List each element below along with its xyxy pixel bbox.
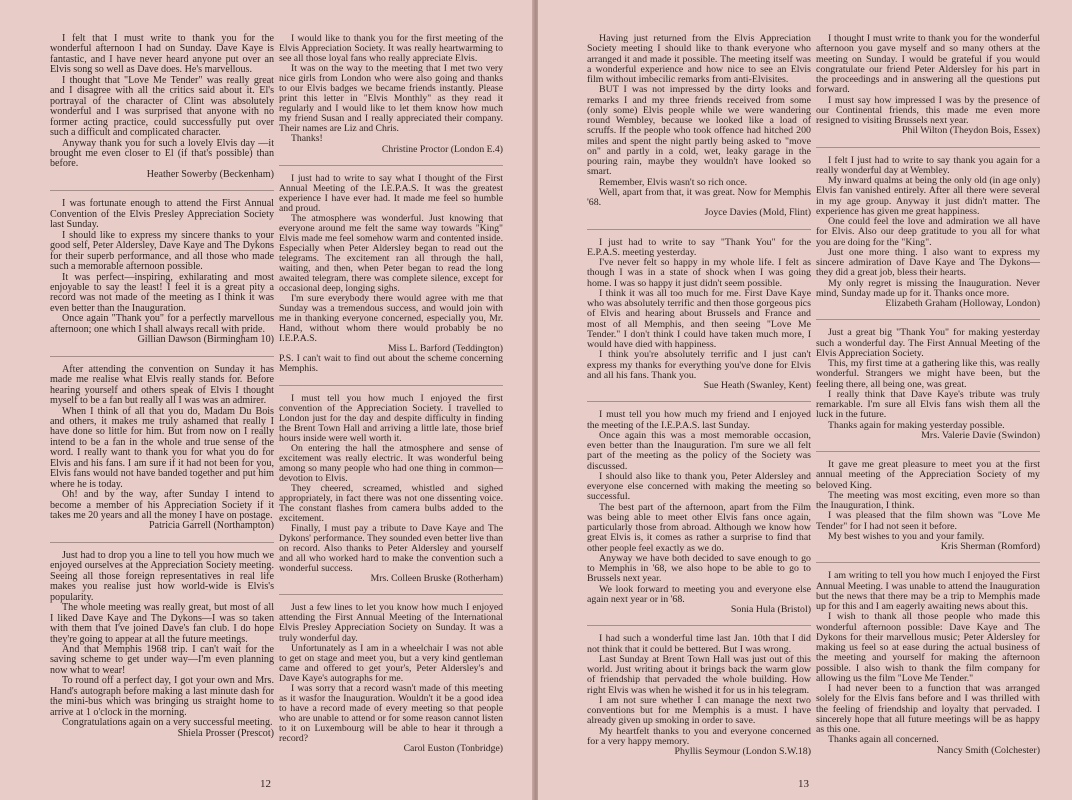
letter: [587, 34, 811, 219]
letter-paragraph: My only regret is missing the Inauguration. Never mind, Sunday made up for it. Thanks once more.: [816, 277, 1040, 299]
letter-divider: [50, 356, 274, 357]
letter-signature: Gillian Dawson (Birmingham 10): [137, 334, 274, 346]
letter-signature: Mrs. Colleen Bruske (Rotherham): [370, 573, 503, 585]
letter-paragraph: Oh! and by the way, after Sunday I intend to become a member of his Appreciation Society if it takes me 20 years and all the money I have on postage.: [50, 489, 274, 522]
letter-paragraph: I'm sure everybody there would agree with me that Sunday was a tremendous success, and would join with me in thanking everyone concerned, especially you, Mr. Hand, without whom there would probably be no I.E.P.A.S.: [279, 293, 503, 345]
letter-paragraph: To round off a perfect day, I got your own and Mrs. Hand's autograph before making a last minute dash for the mini-bus which was bringing us straight home to arrive at 1 o'clock in the morning.: [50, 675, 274, 718]
letter-paragraph: Once again this was a most memorable occasion, even better than the Inauguration. I'm sure we all felt part of the meeting as the policy of the Society was discussed.: [587, 429, 811, 472]
letter-paragraph: Well, apart from that, it was great. Now for Memphis '68.: [587, 186, 811, 208]
letter-divider: [279, 385, 503, 386]
letter: [50, 199, 274, 345]
letter: [816, 460, 1040, 552]
letter-paragraph: Thanks again all concerned.: [828, 734, 939, 746]
letter-signature: Patricia Garrell (Northampton): [148, 520, 274, 532]
letter: [50, 34, 274, 180]
letter-signature: Phil Wilton (Theydon Bois, Essex): [902, 125, 1040, 137]
letter: [279, 174, 503, 375]
letter-divider: [816, 451, 1040, 452]
letter-paragraph: Once again "Thank you" for a perfectly marvellous afternoon; one which I shall always recall with pride.: [50, 313, 274, 335]
letter-paragraph: They cheered, screamed, whistled and sighed appropriately, in fact there was not one dissenting voice. The constant flashes from camera bulbs added to the excitement.: [279, 482, 503, 525]
letter-paragraph: Remember, Elvis wasn't so rich once.: [599, 176, 748, 188]
left-page: [0, 0, 534, 800]
letter-paragraph: This, my first time at a gathering like this, was really wonderful. Strangers we might have been, but the feeling there, all being one, was great.: [816, 358, 1040, 390]
letter-paragraph: Anyway thank you for such a lovely Elvis day —it brought me even closer to El (if that's possible) than before.: [50, 137, 274, 170]
letter-paragraph: Thanks again for making yesterday possible.: [828, 419, 1005, 431]
page-number-left: 12: [260, 778, 271, 790]
letter-paragraph: BUT I was not impressed by the dirty looks and remarks I and my three friends received from some (only some) Elvis people while we were wandering round Wembley, because we looked like a load of scruffs. If the people who took offence had hitched 200 miles and spent the night partly being asked to "move on" and partly in a cold, wet, leaky garage in the pouring rain, maybe they wouldn't have looked so smart.: [587, 84, 811, 178]
letter-signature: Shiela Prosser (Prescot): [177, 727, 274, 739]
letter-paragraph: I just had to write to say "Thank You" for the E.P.A.S. meeting yesterday.: [587, 236, 811, 258]
letter-paragraph: I had such a wonderful time last Jan. 10th that I did not think that it could be bettered. But I was wrong.: [587, 633, 811, 655]
letter-signature: Miss L. Barford (Teddington): [387, 343, 503, 355]
left-page-column-1: [50, 34, 274, 749]
letter: [50, 365, 274, 532]
letter: [816, 34, 1040, 137]
letter-paragraph: I must say how impressed I was by the presence of our Continental friends, this made me even more resigned to visiting Brussels next year.: [816, 94, 1040, 126]
letter-paragraph: Just a great big "Thank You" for making yesterday such a wonderful day. The First Annual Meeting of the Elvis Appreciation Society.: [816, 327, 1040, 359]
letter-paragraph: I really think that Dave Kaye's tribute was truly remarkable. I'm sure all Elvis fans wish them all the luck in the future.: [816, 388, 1040, 421]
letter-signature: Sonia Hula (Bristol): [730, 604, 811, 615]
letter-paragraph: We look forward to meeting you and everyone else again next year or in '68.: [587, 583, 811, 605]
letter-signature: Kris Sherman (Romford): [940, 541, 1040, 552]
letter-paragraph: I should like to express my sincere thanks to your good self, Peter Aldersley, Dave Kaye and The Dykons for their superb performance, and all those who made such a memorable afternoon possible.: [50, 229, 274, 273]
letter-paragraph: Just had to drop you a line to tell you how much we enjoyed ourselves at the Appreciation Society meeting. Seeing all those foreign representatives in real life makes you realise just how world-wide is Elvis's popularity.: [50, 549, 274, 603]
letter-paragraph: I am not sure whether I can manage the next two conventions but for me Memphis is a must. I have already given up smoking in order to save.: [587, 694, 811, 727]
letter-divider: [587, 625, 811, 626]
letter-paragraph: The best part of the afternoon, apart from the Film was being able to meet other Elvis fans once again, particularly those from abroad. Although we know how great Elvis is, it comes as rather a surprise to find that other people feel exactly as we do.: [587, 501, 811, 554]
letter-paragraph: The atmosphere was wonderful. Just knowing that everyone around me felt the same way towards "King" Elvis made me feel somehow warm and contented inside. Especially when Peter Aldersley began to read out the telegrams. The excitement ran all through the hall, waiting, and then, when Peter began to read the long awaited telegram, there was complete silence, except for occasional deep, longing sighs.: [279, 212, 503, 295]
letter-paragraph: One could feel the love and admiration we all have for Elvis. Also our deep gratitude to you all for what you are doing for the "King".: [816, 216, 1040, 248]
letter-paragraph: Thanks!: [291, 133, 323, 145]
left-page-column-2: [279, 34, 503, 764]
letter-paragraph: Last Sunday at Brent Town Hall was just out of this world. Just writing about it brings back the warm glow of friendship that pervaded the whole building. How right Elvis was when he wished it for us in his telegram.: [587, 653, 811, 696]
letter-paragraph: I think you're absolutely terrific and I just can't express my thanks for everything you've done for Elvis and all his fans. Thank you.: [587, 349, 811, 381]
letter: [50, 551, 274, 739]
letter-paragraph: I thought I must write to thank you for the wonderful afternoon you gave myself and so many others at the meeting on Sunday. I would be grateful if you would congratulate our friend Peter Aldersley for his part in the proceedings and in answering all the questions put forward.: [816, 33, 1040, 96]
letter-signature: Mrs. Valerie Davie (Swindon): [921, 429, 1040, 441]
letter-paragraph: I felt that I must write to thank you for the wonderful afternoon I had on Sunday. Dave Kaye is fantastic, and I have never heard anyone put over an Elvis song so well as Dave does. He's marvellous.: [50, 33, 274, 76]
letter: [587, 634, 811, 757]
letter-paragraph: After attending the convention on Sunday it has made me realise what Elvis really stands for. Before hearing yourself and others speak of Elvis I thought myself to be a fan but really all I was was an admirer.: [50, 363, 274, 407]
letter: [279, 603, 503, 754]
right-page-column-1: [587, 34, 811, 767]
letter: [279, 34, 503, 155]
letter-signature: Christine Proctor (London E.4): [381, 143, 503, 155]
letter-signature: Carol Euston (Tonbridge): [403, 743, 503, 755]
letter: [816, 571, 1040, 756]
right-page-column-2: [816, 34, 1040, 766]
letter-divider: [279, 165, 503, 166]
letter-paragraph: I had never been to a function that was arranged solely for the Elvis fans before and I was thrilled with the feeling of friendship and loyalty that pervaded. I sincerely hope that all future meetings will be as happy as this one.: [816, 683, 1040, 735]
letter-paragraph: Unfortunately as I am in a wheelchair I was not able to get on stage and meet you, but a very kind gentleman came and offered to get your's, Peter Aldersley's and Dave Kaye's autographs for me.: [279, 642, 503, 684]
letter-signature: Elizabeth Graham (Holloway, London): [885, 298, 1040, 309]
letter-paragraph: The meeting was most exciting, even more so than the Inauguration, I think.: [816, 489, 1040, 511]
letter-paragraph: I am writing to tell you how much I enjoyed the First Annual Meeting. I was unable to attend the Inauguration but the news that there may be a trip to Memphis made up for this and I am eagerly awaiting news about this.: [816, 570, 1040, 612]
letter-signature: Nancy Smith (Colchester): [936, 744, 1040, 756]
letter-paragraph: Congratulations again on a very successful meeting.: [62, 717, 273, 729]
letter-paragraph: I should also like to thank you, Peter Aldersley and everyone else concerned with making the meeting so successful.: [587, 470, 811, 503]
letter-divider: [816, 562, 1040, 563]
letter-paragraph: My heartfelt thanks to you and everyone concerned for a very happy memory.: [587, 725, 811, 747]
page-number-right: 13: [798, 778, 809, 790]
letter: [279, 394, 503, 585]
letter-paragraph: I felt I just had to write to say thank you again for a really wonderful day at Wembley.: [816, 154, 1040, 176]
letter-divider: [587, 229, 811, 230]
letter-divider: [50, 542, 274, 543]
right-page: [538, 0, 1072, 800]
letter-paragraph: Having just returned from the Elvis Appreciation Society meeting I should like to thank everyone who arranged it and made it possible. The meeting itself was a wonderful experience and how nice to see an Elvis film without imbecilic remarks from anti-Elvisites.: [587, 33, 811, 85]
letter-paragraph: My best wishes to you and your family.: [828, 530, 985, 542]
letter-divider: [816, 319, 1040, 320]
letter-paragraph: Just one more thing. I also want to express my sincere admiration of Dave Kaye and The Dykons—they did a great job, bless their hearts.: [816, 246, 1040, 279]
letter-paragraph: I was fortunate enough to attend the First Annual Convention of the Elvis Presley Appreciation Society last Sunday.: [50, 198, 274, 231]
letter-paragraph: I was sorry that a record wasn't made of this meeting as it wasfor the Inauguration. Wouldn't it be a good idea to have a record made of every meeting so that people who are unable to attend or for some reason cannot listen to it on Luxembourg will be able to hear it through a record?: [279, 682, 503, 744]
letter-paragraph: I must tell you how much I enjoyed the first convention of the Appreciation Society. I travelled to London just for the day and despite difficulty in finding the Brent Town Hall and arriving a little late, those brief hours inside were well worth it.: [279, 392, 503, 444]
letter-signature: Phyllis Seymour (London S.W.18): [674, 746, 811, 757]
letter-signature: Heather Sowerby (Beckenham): [146, 168, 274, 180]
letter-divider: [50, 190, 274, 191]
letter-signature: Joyce Davies (Mold, Flint): [704, 207, 811, 219]
letter-paragraph: I would like to thank you for the first meeting of the Elvis Appreciation Society. It was really heartwarming to see all those loyal fans who really appreciate Elvis.: [279, 33, 503, 65]
letter: [816, 328, 1040, 441]
letter-paragraph: I've never felt so happy in my whole life. I felt as though I was in a state of shock when I was going home. I was so happy it just didn't seem possible.: [587, 257, 811, 289]
letter-paragraph: My inward qualms at being the only old (in age only) Elvis fan vanished entirely. After all there were several in my age group. Anyway it just didn't matter. The experience has given me great happiness.: [816, 175, 1040, 217]
letter-paragraph: And that Memphis 1968 trip. I can't wait for the saving scheme to get under way—I'm even planning now what to wear!: [50, 644, 274, 676]
letter-paragraph: It was on the way to the meeting that I met two very nice girls from London who were also going and thanks to our Elvis badges we became friends instantly. Please print this letter in "Elvis Monthly" as they read it regularly and I would like to let them know how much my friend Susan and I really appreciated their company. Their names are Liz and Chris.: [279, 63, 503, 135]
letter-paragraph: I was pleased that the film shown was "Love Me Tender" for I had not seen it before.: [816, 510, 1040, 532]
letter-postscript: P.S. I can't wait to find out about the scheme concerning Memphis.: [279, 353, 503, 375]
letter-paragraph: Just a few lines to let you know how much I enjoyed attending the First Annual Meeting of the International Elvis Presley Appreciation Society on Sunday. It was a truly wonderful day.: [279, 602, 503, 644]
letter-paragraph: Anyway we have both decided to save enough to go to Memphis in '68, we also hope to be able to go to Brussels next year.: [587, 552, 811, 585]
letter-signature: Sue Heath (Swanley, Kent): [703, 380, 811, 391]
letter-paragraph: I wish to thank all those people who made this wonderful afternoon possible: Dave Kaye and The Dykons for their marvellous music; Peter Aldersley for making us feel so at ease during the actual business of the meeting and yourself for making the afternoon possible. I also wish to thank the film company for allowing us the film "Love Me Tender.": [816, 611, 1040, 684]
letter-paragraph: I thought that "Love Me Tender" was really great and I disagree with all the critics said about it. El's portrayal of the character of Clint was absolutely wonderful and I was surprised that anyone with no former acting practice, could successfully put over such a difficult and complicated character.: [50, 74, 274, 139]
letter-paragraph: It was perfect—inspiring, exhilarating and most enjoyable to say the least! I feel it is a great pity a record was not made of the meeting as I think it was even better than the Inauguration.: [50, 271, 274, 314]
letter-paragraph: I must tell you how much my friend and I enjoyed the meeting of the I.E.P.A.S. last Sunday.: [587, 409, 811, 431]
letter-divider: [816, 147, 1040, 148]
letter-paragraph: I just had to write to say what I thought of the First Annual Meeting of the I.E.P.A.S. It was the greatest experience I have ever had. It made me feel so humble and proud.: [279, 172, 503, 214]
letter-paragraph: I think it was all too much for me. First Dave Kaye who was absolutely terrific and then those gorgeous pics of Elvis and hearing about Brussels and France and most of all Memphis, and then seeing "Love Me Tender." I don't think I could have taken much more, I would have died with happiness.: [587, 287, 811, 350]
letter: [816, 156, 1040, 310]
letter-paragraph: On entering the hall the atmosphere and sense of excitement was really electric. It was wonderful being among so many people who had one thing in common—devotion to Elvis.: [279, 442, 503, 484]
letter-paragraph: It gave me great pleasure to meet you at the first annual meeting of the Appreciation Society of my beloved King.: [816, 459, 1040, 491]
letter-divider: [587, 401, 811, 402]
letter: [587, 410, 811, 615]
letter: [587, 238, 811, 392]
letter-paragraph: When I think of all that you do, Madam Du Bois and others, it makes me truly ashamed that really I have done so little for him. But from now on I really intend to be a fan in the whole and true sense of the word. I really want to thank you for what you do for Elvis and his fans. I am sure if it had not been for you, Elvis fans would not have banded together and put him where he is today.: [50, 405, 274, 490]
letter-paragraph: The whole meeting was really great, but most of all I liked Dave Kaye and The Dykons—I was so taken with them that I've joined Dave's fan club. I do hope they're going to appear at all the future meetings.: [50, 602, 274, 645]
letter-paragraph: Finally, I must pay a tribute to Dave Kaye and The Dykons' performance. They sounded even better live than on record. Also thanks to Peter Aldersley and yourself and all who worked hard to make the convention such a wonderful success.: [279, 523, 503, 575]
letter-divider: [279, 594, 503, 595]
